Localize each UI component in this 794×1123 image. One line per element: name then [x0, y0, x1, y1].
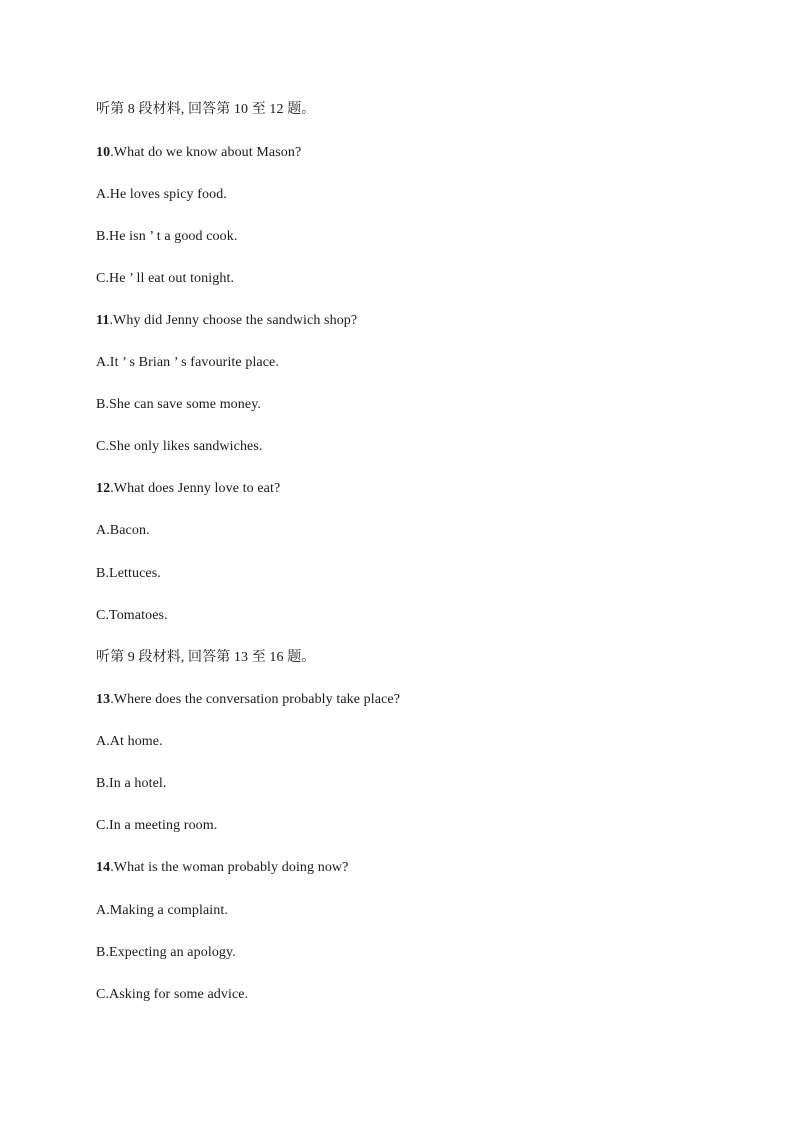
option-c: C.Asking for some advice. [96, 987, 249, 1002]
section-heading: 听第 8 段材料, 回答第 10 至 12 题。 [96, 102, 316, 117]
question-text: .What does Jenny love to eat? [110, 481, 281, 496]
question-10 [96, 144, 301, 162]
option-c: C.Tomatoes. [96, 608, 168, 623]
question-text: .What do we know about Mason? [110, 145, 302, 160]
question-text: .What is the woman probably doing now? [110, 860, 349, 875]
option-c: C.In a meeting room. [96, 818, 218, 833]
option-b: B.Expecting an apology. [96, 945, 236, 960]
question-14 [96, 859, 348, 877]
question-number: 12 [96, 481, 111, 496]
option-c: C.She only likes sandwiches. [96, 439, 263, 454]
question-text: .Why did Jenny choose the sandwich shop? [109, 313, 358, 328]
option-a: A.Bacon. [96, 523, 150, 538]
question-number: 10 [96, 145, 111, 160]
option-a: A.He loves spicy food. [96, 187, 227, 202]
question-11 [96, 312, 357, 330]
option-b: B.He isn ’ t a good cook. [96, 229, 238, 244]
question-number: 13 [96, 692, 111, 707]
section-heading: 听第 9 段材料, 回答第 13 至 16 题。 [96, 650, 316, 665]
question-text: .Where does the conversation probably take place? [110, 692, 401, 707]
question-12 [96, 480, 280, 498]
question-13 [96, 691, 400, 709]
option-a: A.At home. [96, 734, 163, 749]
option-b: B.In a hotel. [96, 776, 167, 791]
question-number: 14 [96, 860, 111, 875]
option-c: C.He ’ ll eat out tonight. [96, 271, 235, 286]
option-b: B.Lettuces. [96, 566, 161, 581]
question-number: 11 [96, 313, 110, 328]
option-a: A.Making a complaint. [96, 903, 228, 918]
option-a: A.It ’ s Brian ’ s favourite place. [96, 355, 279, 370]
option-b: B.She can save some money. [96, 397, 261, 412]
